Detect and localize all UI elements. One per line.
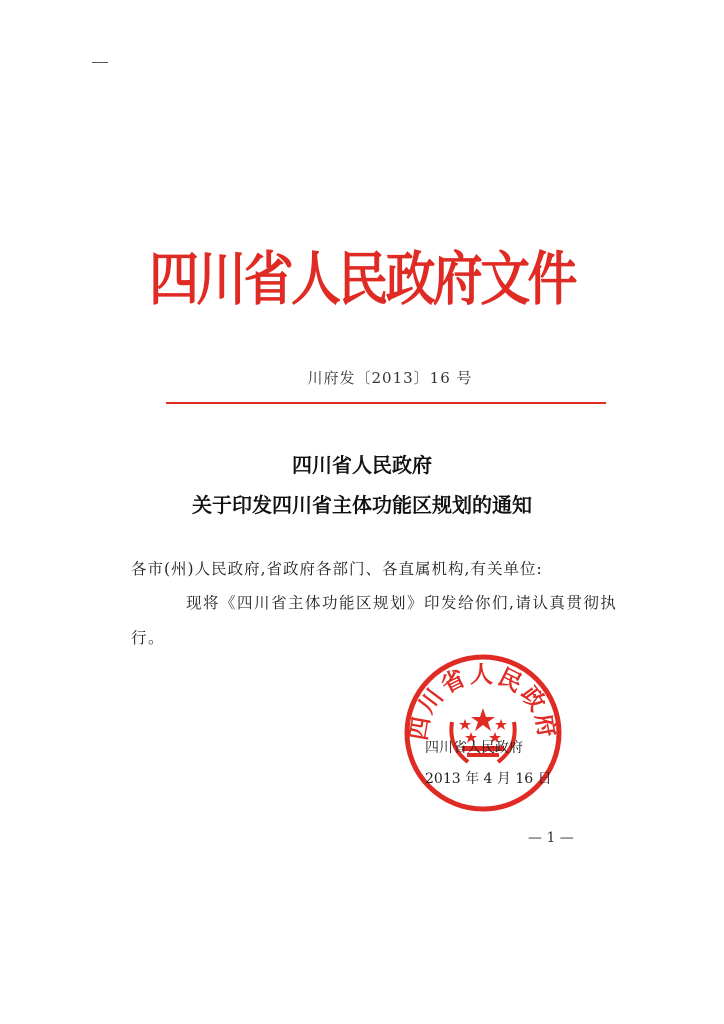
body-text-line-2: 行。 bbox=[131, 629, 166, 647]
notice-title-line-1: 四川省人民政府 bbox=[292, 453, 432, 477]
notice-title-line-2: 关于印发四川省主体功能区规划的通知 bbox=[192, 493, 532, 517]
page-number: — 1 — bbox=[528, 830, 574, 846]
corner-mark bbox=[92, 62, 108, 63]
official-seal-icon bbox=[402, 652, 564, 814]
svg-text:四川省人民政府 bbox=[405, 661, 561, 742]
signer-name: 四川省人民政府 bbox=[425, 740, 523, 756]
signing-date: 2013 年 4 月 16 日 bbox=[425, 771, 552, 787]
document-header-title: 四川省人民政府文件 bbox=[149, 245, 575, 313]
body-text-line-1: 现将《四川省主体功能区规划》印发给你们,请认真贯彻执 bbox=[186, 594, 618, 612]
document-number: 川府发〔2013〕16 号 bbox=[307, 369, 473, 387]
seal-text: 四川省人民政府 bbox=[404, 660, 562, 743]
recipients-line: 各市(州)人民政府,省政府各部门、各直属机构,有关单位: bbox=[131, 560, 543, 578]
red-divider-line bbox=[166, 402, 606, 404]
